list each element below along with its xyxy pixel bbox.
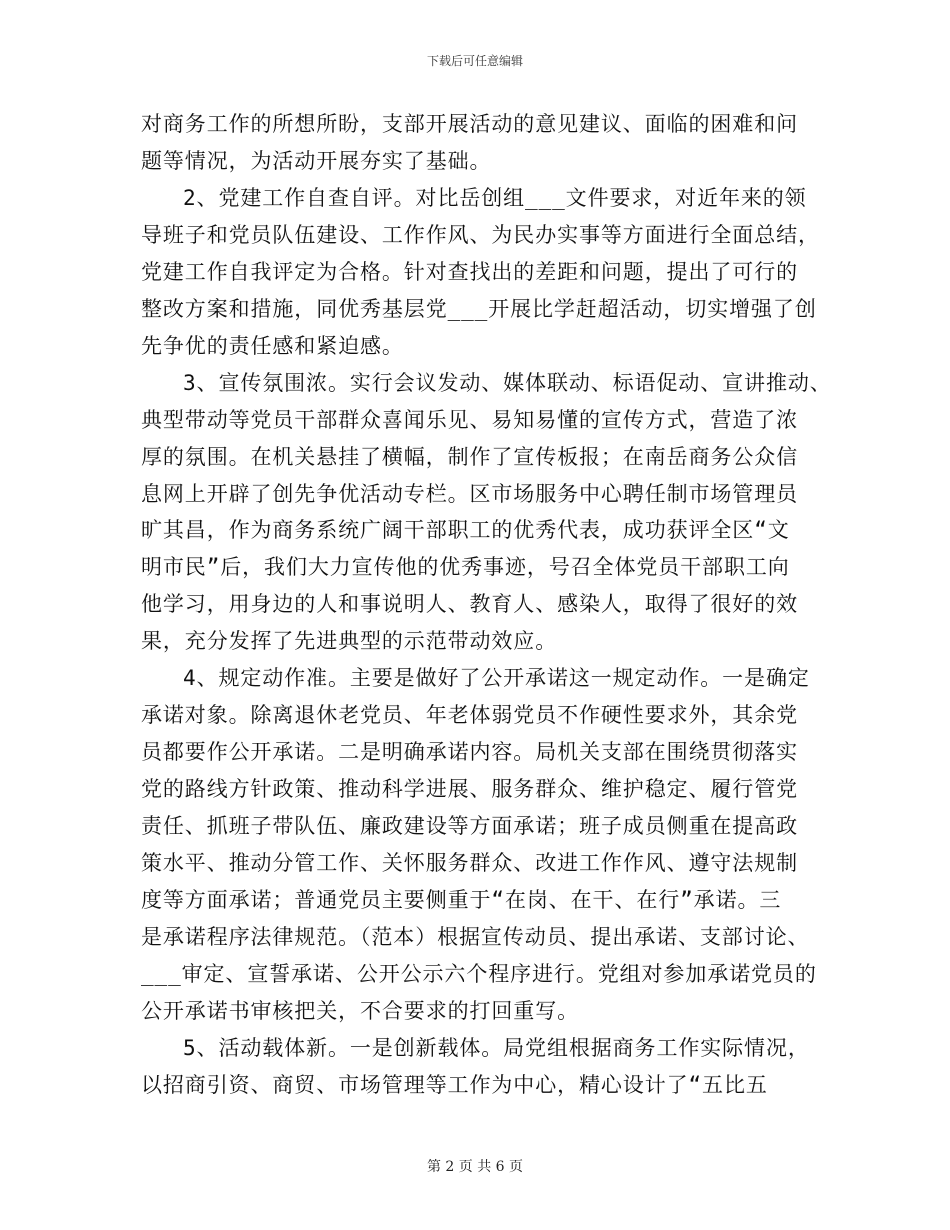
paragraph-line: 导班子和党员队伍建设、工作作风、为民办实事等方面进行全面总结， bbox=[141, 223, 820, 247]
paragraph-first-line: 3、宣传氛围浓。实行会议发动、媒体联动、标语促动、宣讲推动、 bbox=[183, 371, 832, 395]
paragraph-line: 公开承诺书审核把关，不合要求的打回重写。 bbox=[141, 999, 579, 1023]
paragraph-line: ___审定、宣誓承诺、公开公示六个程序进行。党组对参加承诺党员的 bbox=[141, 962, 817, 986]
paragraph-line: 员都要作公开承诺。二是明确承诺内容。局机关支部在围绕贯彻落实 bbox=[141, 740, 798, 764]
paragraph-line: 题等情况，为活动开展夯实了基础。 bbox=[141, 149, 492, 173]
paragraph-line: 果，充分发挥了先进典型的示范带动效应。 bbox=[141, 629, 558, 653]
paragraph-line: 是承诺程序法律规范。（范本）根据宣传动员、提出承诺、支部讨论、 bbox=[141, 925, 810, 949]
paragraph-line: 他学习，用身边的人和事说明人、教育人、感染人，取得了很好的效 bbox=[141, 592, 798, 616]
paragraph-line: 党建工作自我评定为合格。针对查找出的差距和问题，提出了可行的 bbox=[141, 260, 798, 284]
paragraph-line: 明市民”后，我们大力宣传他的优秀事迹，号召全体党员干部职工向 bbox=[141, 555, 790, 579]
paragraph-line: 整改方案和措施，同优秀基层党___开展比学赶超活动，切实增强了创 bbox=[141, 297, 817, 321]
page-footer: 第 2 页 共 6 页 bbox=[426, 1159, 524, 1175]
paragraph-line: 先争优的责任感和紧迫感。 bbox=[141, 334, 404, 358]
paragraph-first-line: 2、党建工作自查自评。对比岳创组___文件要求，对近年来的领 bbox=[183, 186, 807, 210]
paragraph-line: 典型带动等党员干部群众喜闻乐见、易知易懂的宣传方式，营造了浓 bbox=[141, 408, 798, 432]
paragraph-line: 策水平、推动分管工作、关怀服务群众、改进工作作风、遵守法规制 bbox=[141, 851, 798, 875]
paragraph-line: 息网上开辟了创先争优活动专栏。区市场服务中心聘任制市场管理员 bbox=[141, 482, 798, 506]
paragraph-line: 责任、抓班子带队伍、廉政建设等方面承诺；班子成员侧重在提高政 bbox=[141, 814, 798, 838]
paragraph-first-line: 5、活动载体新。一是创新载体。局党组根据商务工作实际情况， bbox=[183, 1036, 810, 1060]
paragraph-line: 党的路线方针政策、推动科学进展、服务群众、维护稳定、履行管党 bbox=[141, 777, 798, 801]
page-header: 下载后可任意编辑 bbox=[426, 54, 523, 68]
paragraph-first-line: 4、规定动作准。主要是做好了公开承诺这一规定动作。一是确定 bbox=[183, 666, 810, 690]
paragraph-line: 厚的氛围。在机关悬挂了横幅，制作了宣传板报；在南岳商务公众信 bbox=[141, 445, 798, 469]
paragraph-line: 旷其昌，作为商务系统广阔干部职工的优秀代表，成功获评全区“文 bbox=[141, 518, 790, 542]
paragraph-line: 以招商引资、商贸、市场管理等工作为中心，精心设计了“五比五 bbox=[141, 1073, 768, 1097]
paragraph-line: 度等方面承诺；普通党员主要侧重于“在岗、在干、在行”承诺。三 bbox=[141, 888, 782, 912]
paragraph-line: 承诺对象。除离退休老党员、年老体弱党员不作硬性要求外，其余党 bbox=[141, 703, 798, 727]
paragraph-line: 对商务工作的所想所盼，支部开展活动的意见建议、面临的困难和问 bbox=[141, 112, 798, 136]
